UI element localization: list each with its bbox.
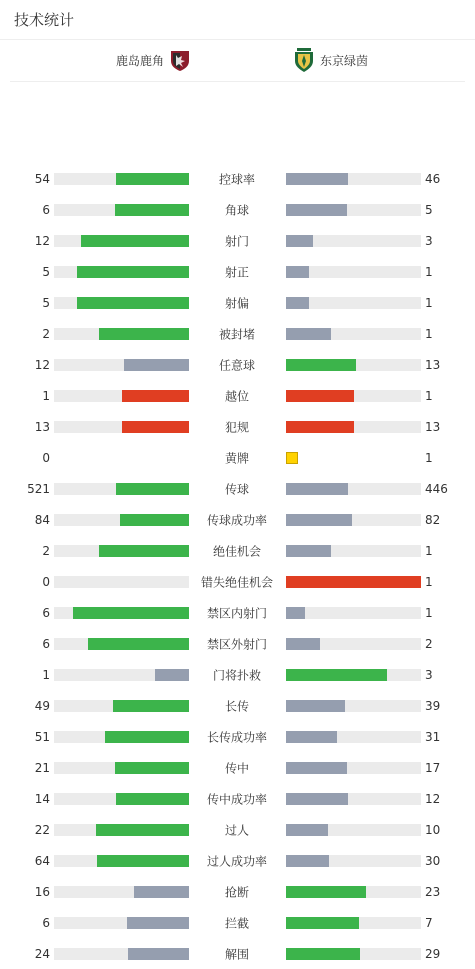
home-stat-value: 84 [34,512,50,527]
away-stat-bar-fill [286,421,354,433]
away-stat-bar-fill [286,266,309,278]
away-stat-bar [286,762,421,774]
home-stat-bar-fill [122,421,190,433]
away-stat-bar [286,421,421,433]
away-stat-value: 1 [425,264,433,279]
away-team-name: 东京绿茵 [320,53,369,68]
home-stat-value: 49 [34,698,50,713]
stat-label: 角球 [224,203,249,217]
away-stat-value: 39 [425,698,441,713]
away-stat-bar-fill [286,607,305,619]
home-stat-bar-fill [116,173,189,185]
home-stat-bar-fill [155,669,189,681]
home-stat-bar [54,328,189,340]
home-stat-bar [54,669,189,681]
stat-label: 禁区外射门 [206,637,267,651]
stat-label: 过人成功率 [206,854,267,868]
away-stat-bar-fill [286,390,354,402]
away-stat-bar-fill [286,297,309,309]
home-stat-value: 521 [27,481,50,496]
stat-row [0,721,475,752]
home-stat-value: 0 [42,574,50,589]
away-stat-bar-fill [286,545,331,557]
home-stat-bar [54,452,189,464]
home-stat-bar [54,762,189,774]
home-stat-value: 13 [34,419,50,434]
home-stat-bar-fill [128,948,189,960]
stat-label: 长传 [224,699,249,713]
away-stat-bar [286,948,421,960]
home-stat-bar [54,359,189,371]
home-stat-bar [54,824,189,836]
away-stat-bar [286,297,421,309]
home-stat-bar [54,731,189,743]
away-stat-value: 13 [425,419,441,434]
home-stat-value: 1 [42,388,50,403]
home-stat-bar [54,948,189,960]
away-stat-bar [286,824,421,836]
stat-row [0,349,475,380]
home-stat-value: 5 [42,264,50,279]
stat-label: 传中 [224,761,249,775]
home-stat-value: 24 [34,946,50,961]
home-stat-bar [54,855,189,867]
away-stat-bar-fill [286,328,331,340]
home-stat-value: 0 [42,450,50,465]
home-stat-value: 51 [34,729,50,744]
home-stat-value: 16 [34,884,50,899]
stat-row [0,163,475,194]
away-stat-bar [286,173,421,185]
home-stat-bar [54,390,189,402]
home-stat-bar-fill [113,700,189,712]
away-stat-bar-fill [286,483,348,495]
home-stat-value: 12 [34,233,50,248]
away-stat-value: 2 [425,636,433,651]
stat-row [0,473,475,504]
stat-row [0,690,475,721]
away-stat-value: 29 [425,946,441,961]
stat-row [0,845,475,876]
section-header [0,0,475,40]
away-stat-bar [286,328,421,340]
stat-label: 绝佳机会 [212,544,261,558]
stat-row [0,814,475,845]
away-stat-bar-fill [286,638,320,650]
home-stat-bar [54,886,189,898]
away-stat-bar-fill [286,235,313,247]
home-stat-bar [54,576,189,588]
stat-label: 抢断 [224,885,249,899]
stat-label: 拦截 [224,916,249,930]
away-stat-bar [286,359,421,371]
away-stat-value: 23 [425,884,441,899]
home-stat-bar-fill [120,514,189,526]
away-stat-value: 17 [425,760,441,775]
away-stat-bar [286,235,421,247]
home-team-name: 鹿岛鹿角 [115,53,164,68]
stat-label: 任意球 [218,358,255,372]
stat-row [0,938,475,969]
away-stat-bar [286,700,421,712]
away-stat-value: 1 [425,450,433,465]
stat-label: 传球成功率 [206,513,267,527]
away-stat-bar [286,638,421,650]
stat-label: 射正 [224,265,249,279]
away-stat-value: 10 [425,822,441,837]
away-stat-value: 12 [425,791,441,806]
stat-label: 传球 [224,482,249,496]
home-stat-bar [54,421,189,433]
away-stat-value: 13 [425,357,441,372]
home-stat-bar [54,297,189,309]
home-stat-value: 6 [42,915,50,930]
stat-row [0,225,475,256]
away-stat-value: 1 [425,605,433,620]
home-stat-value: 5 [42,295,50,310]
home-stat-value: 2 [42,543,50,558]
stat-label: 错失绝佳机会 [200,575,273,589]
home-stat-bar-fill [134,886,189,898]
away-stat-value: 46 [425,171,441,186]
stat-row [0,535,475,566]
away-stat-bar [286,731,421,743]
home-stat-bar [54,700,189,712]
home-stat-value: 22 [34,822,50,837]
home-stat-value: 6 [42,636,50,651]
home-stat-value: 1 [42,667,50,682]
home-stat-bar-fill [115,204,189,216]
stat-row [0,318,475,349]
teams-row [10,40,465,82]
home-stat-bar [54,173,189,185]
home-stat-value: 64 [34,853,50,868]
away-stat-bar [286,266,421,278]
away-stat-value: 3 [425,233,433,248]
home-stat-bar [54,638,189,650]
away-stat-value: 30 [425,853,441,868]
away-stat-value: 7 [425,915,433,930]
stat-label: 黄牌 [224,451,249,465]
home-stat-bar-fill [116,483,189,495]
home-stat-bar [54,514,189,526]
stat-row [0,504,475,535]
away-stat-bar-fill [286,948,360,960]
yellow-card-icon [286,452,298,464]
stat-label: 传中成功率 [206,792,267,806]
stat-row [0,597,475,628]
away-stat-bar [286,390,421,402]
away-stat-bar-fill [286,204,347,216]
home-stat-bar [54,483,189,495]
away-stat-bar [286,514,421,526]
away-stat-bar-fill [286,700,345,712]
away-stat-value: 1 [425,574,433,589]
away-stat-bar [286,607,421,619]
stat-row [0,256,475,287]
stat-label: 越位 [224,389,249,403]
home-stat-bar [54,545,189,557]
away-stat-bar-fill [286,762,347,774]
home-stat-value: 14 [34,791,50,806]
home-stat-value: 6 [42,202,50,217]
home-stat-value: 2 [42,326,50,341]
home-stat-bar-fill [88,638,189,650]
stat-row [0,752,475,783]
home-stat-bar-fill [99,545,189,557]
home-stat-bar-fill [77,266,189,278]
stat-row [0,876,475,907]
away-stat-bar-fill [286,917,359,929]
home-stat-bar [54,793,189,805]
home-stat-bar-fill [81,235,189,247]
away-stat-bar [286,483,421,495]
away-stat-bar [286,204,421,216]
stat-row [0,566,475,597]
stat-row [0,411,475,442]
away-stat-bar [286,669,421,681]
away-stat-bar-fill [286,576,421,588]
away-team[interactable] [292,40,368,80]
stat-label: 犯规 [224,420,249,434]
stat-label: 控球率 [218,172,255,186]
home-stat-bar-fill [77,297,189,309]
home-stat-bar-fill [115,762,189,774]
stat-row [0,907,475,938]
away-stat-bar [286,793,421,805]
away-stat-bar-fill [286,824,328,836]
away-stat-bar [286,886,421,898]
stat-label: 过人 [224,823,249,837]
stat-label: 禁区内射门 [206,606,267,620]
home-stat-value: 54 [34,171,50,186]
home-stat-bar-fill [105,731,189,743]
stat-row [0,287,475,318]
stat-label: 解围 [224,947,249,961]
away-stat-bar [286,576,421,588]
home-team[interactable] [116,40,192,80]
away-stat-bar-fill [286,793,348,805]
away-stat-value: 446 [425,481,448,496]
away-stat-value: 1 [425,295,433,310]
home-stat-bar [54,204,189,216]
stat-label: 长传成功率 [206,730,267,744]
away-stat-value: 82 [425,512,441,527]
away-stat-bar-fill [286,173,348,185]
away-stat-value: 31 [425,729,441,744]
home-stat-value: 12 [34,357,50,372]
away-stat-bar-fill [286,359,356,371]
away-stat-value: 3 [425,667,433,682]
home-stat-bar-fill [96,824,189,836]
stat-label: 射偏 [224,296,249,310]
away-stat-bar-fill [286,886,366,898]
home-stat-bar-fill [122,390,190,402]
away-stat-value: 1 [425,326,433,341]
away-stat-value: 1 [425,543,433,558]
away-stat-value: 5 [425,202,433,217]
home-stat-value: 6 [42,605,50,620]
stat-row [0,442,475,473]
stat-label: 射门 [224,234,249,248]
away-stat-bar-fill [286,514,352,526]
away-stat-bar-fill [286,855,329,867]
home-stat-bar [54,607,189,619]
home-stat-value: 21 [34,760,50,775]
stat-row [0,380,475,411]
stat-row [0,659,475,690]
away-stat-bar-fill [286,731,337,743]
away-stat-value: 1 [425,388,433,403]
away-stat-bar-fill [286,669,387,681]
home-stat-bar [54,266,189,278]
stat-row [0,783,475,814]
away-stat-bar [286,917,421,929]
away-team-crest-icon [292,47,316,73]
home-stat-bar-fill [124,359,189,371]
away-stat-bar [286,452,421,464]
away-stat-bar [286,855,421,867]
stat-label: 门将扑救 [212,668,261,682]
stat-label: 被封堵 [218,327,255,341]
home-stat-bar [54,235,189,247]
section-title: 技术统计 [14,11,75,29]
home-stat-bar-fill [116,793,189,805]
stat-row [0,628,475,659]
home-stat-bar-fill [127,917,189,929]
home-stat-bar [54,917,189,929]
home-team-crest-icon [168,48,192,72]
away-stat-bar [286,545,421,557]
home-stat-bar-fill [97,855,189,867]
home-stat-bar-fill [73,607,189,619]
stat-row [0,194,475,225]
home-stat-bar-fill [99,328,189,340]
